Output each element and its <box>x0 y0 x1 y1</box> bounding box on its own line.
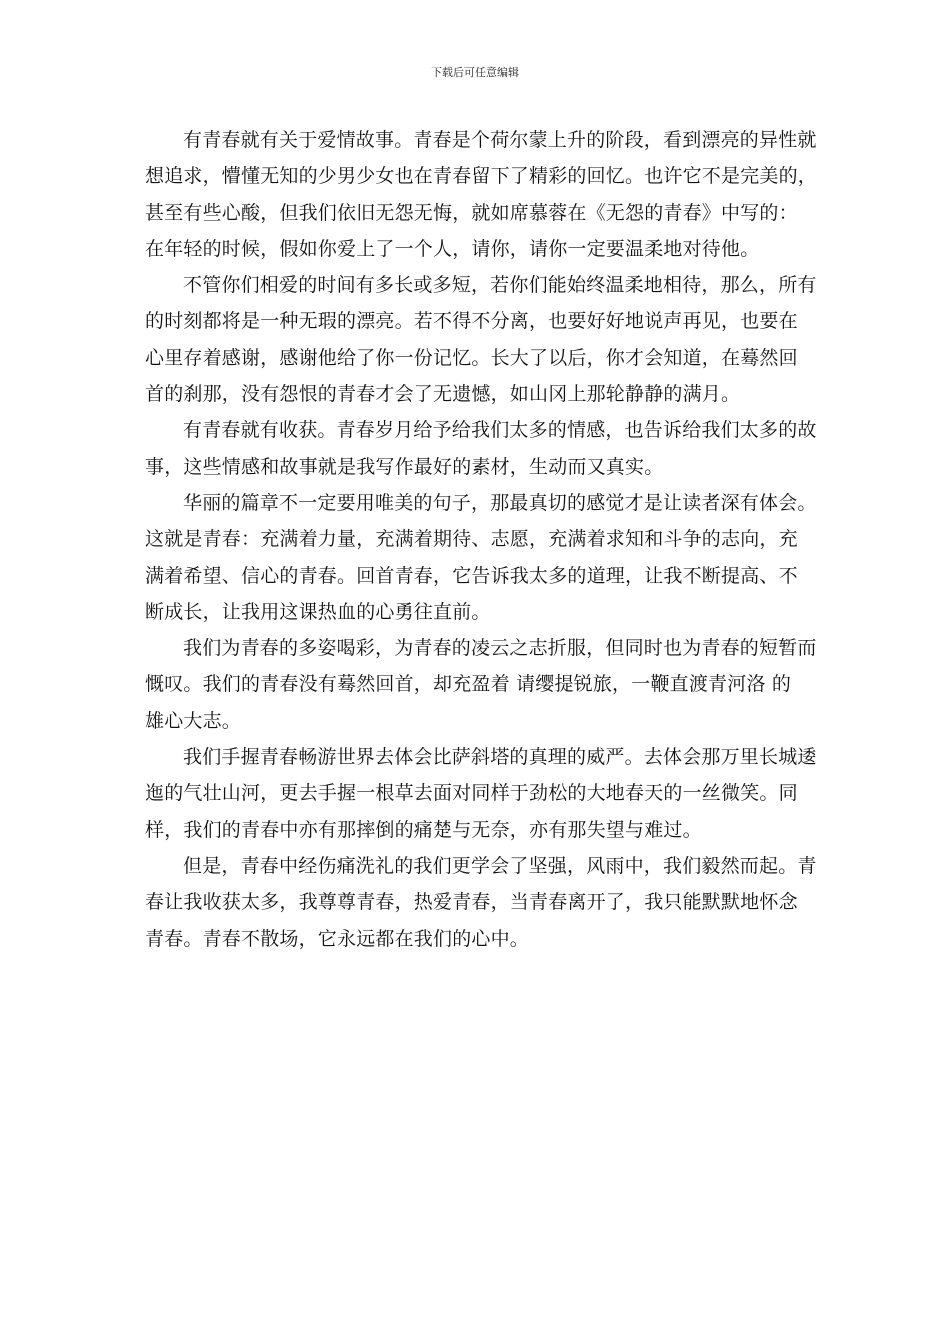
text-line: 在年轻的时候，假如你爱上了一个人，请你，请你一定要温柔地对待他。 <box>145 237 760 260</box>
paragraph-4 <box>145 485 817 630</box>
text-line: 华丽的篇章不一定要用唯美的句子，那最真切的感觉才是让读者深有体会。 <box>183 491 817 514</box>
text-line: 心里存着感谢，感谢他给了你一份记忆。长大了以后，你才会知道，在蓦然回 <box>145 346 798 369</box>
paragraph-3 <box>145 412 817 485</box>
paragraph-6 <box>145 739 817 848</box>
paragraph-7 <box>145 848 817 957</box>
text-line: 想追求，懵懂无知的少男少女也在青春留下了精彩的回忆。也许它不是完美的， <box>145 165 818 188</box>
text-line: 断成长，让我用这课热血的心勇往直前。 <box>145 600 491 623</box>
text-line: 不管你们相爱的时间有多长或多短，若你们能始终温柔地相待，那么，所有 <box>183 274 817 297</box>
text-line: 但是，青春中经伤痛洗礼的我们更学会了坚强，风雨中，我们毅然而起。青 <box>183 854 817 877</box>
text-line: 慨叹。我们的青春没有蓦然回首，却充盈着 请缨提锐旅，一鞭直渡青河洛 的 <box>145 673 792 696</box>
text-line: 我们为青春的多姿喝彩，为青春的凌云之志折服，但同时也为青春的短暂而 <box>183 637 817 660</box>
text-line: 样，我们的青春中亦有那摔倒的痛楚与无奈，亦有那失望与难过。 <box>145 818 702 841</box>
text-line: 有青春就有收获。青春岁月给予给我们太多的情感，也告诉给我们太多的故 <box>183 419 817 442</box>
text-line: 满着希望、信心的青春。回首青春，它告诉我太多的道理，让我不断提高、不 <box>145 564 798 587</box>
text-line: 青春。青春不散场，它永远都在我们的心中。 <box>145 927 530 950</box>
text-line: 这就是青春：充满着力量，充满着期待、志愿，充满着求知和斗争的志向，充 <box>145 528 798 551</box>
text-line: 事，这些情感和故事就是我写作最好的素材，生动而又真实。 <box>145 455 664 478</box>
text-line: 迤的气壮山河，更去手握一根草去面对同样于劲松的大地春天的一丝微笑。同 <box>145 782 798 805</box>
text-line: 有青春就有关于爱情故事。青春是个荷尔蒙上升的阶段，看到漂亮的异性就 <box>183 129 817 151</box>
paragraph-2 <box>145 267 817 412</box>
text-line: 春让我收获太多，我尊尊青春，热爱青春，当青春离开了，我只能默默地怀念 <box>145 891 798 914</box>
text-line: 我们手握青春畅游世界去体会比萨斜塔的真理的威严。去体会那万里长城逶 <box>183 746 817 769</box>
text-line: 首的刹那，没有怨恨的青春才会了无遗憾，如山冈上那轮静静的满月。 <box>145 383 741 406</box>
paragraph-5 <box>145 630 817 739</box>
text-line: 的时刻都将是一种无瑕的漂亮。若不得不分离，也要好好地说声再见，也要在 <box>145 310 798 333</box>
text-line: 甚至有些心酸，但我们依旧无怨无悔，就如席慕蓉在《无怨的青春》中写的： <box>145 201 798 224</box>
paragraph-1 <box>145 122 818 267</box>
page-header-note: 下载后可任意编辑 <box>431 66 519 79</box>
essay-body <box>145 122 818 957</box>
text-line: 雄心大志。 <box>145 709 242 732</box>
